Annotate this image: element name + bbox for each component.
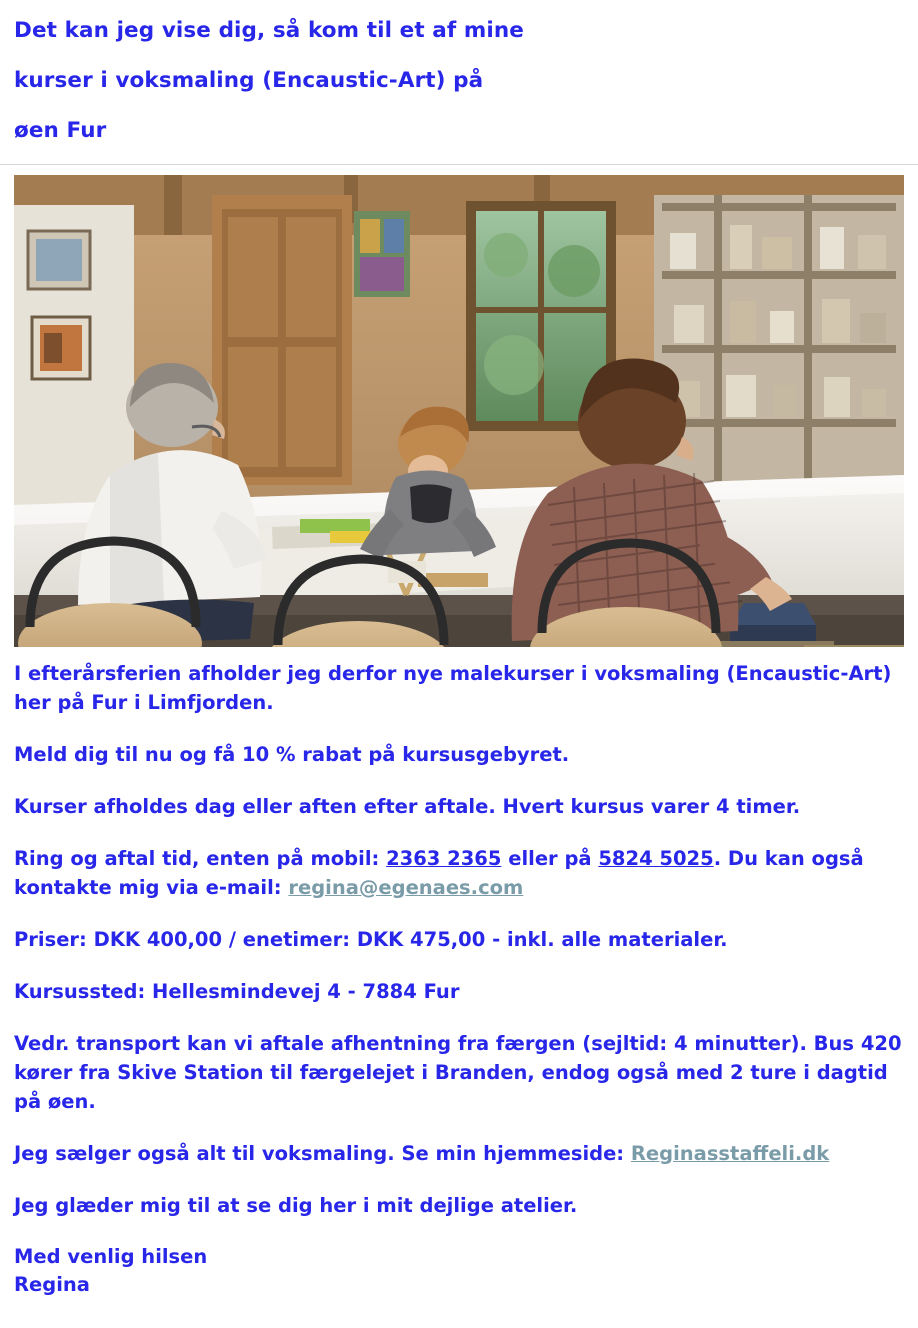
email-link[interactable]: regina@egenaes.com [288,876,524,899]
signature-greeting: Med venlig hilsen [14,1245,208,1268]
contact-text-2: eller på [501,847,599,870]
heading-divider [0,164,918,165]
paragraph-schedule: Kurser afholdes dag eller aften efter aftale. Hvert kursus varer 4 timer. [14,795,801,818]
body-text [0,659,918,1299]
contact-text-1: Ring og aftal tid, enten på mobil: [14,847,387,870]
heading-block [0,0,918,156]
website-link[interactable]: Reginasstaffeli.dk [630,1142,830,1165]
signature-block [14,1243,904,1299]
paragraph-closing: Jeg glæder mig til at se dig her i mit dejlige atelier. [14,1194,578,1217]
workshop-photo [14,175,904,647]
signature-name: Regina [14,1273,90,1296]
photo-container [0,175,918,647]
paragraph-prices: Priser: DKK 400,00 / enetimer: DKK 475,00 - inkl. alle materialer. [14,928,728,951]
paragraph-webshop [14,1139,904,1168]
paragraph-transport: Vedr. transport kan vi aftale afhentning fra færgen (sejltid: 4 minutter). Bus 420 kører fra Skive Station til færgelejet i Branden, endog også med 2 ture i dagtid på øen. [14,1032,902,1113]
heading-line-3: øen Fur [14,118,107,143]
paragraph-intro: I efterårsferien afholder jeg derfor nye malekurser i voksmaling (Encaustic-Art) her på Fur i Limfjorden. [14,662,892,714]
mobile-phone-link[interactable]: 2363 2365 [386,847,502,870]
paragraph-discount: Meld dig til nu og få 10 % rabat på kursusgebyret. [14,743,570,766]
heading-line-2: kurser i voksmaling (Encaustic-Art) på [14,68,484,93]
webshop-text: Jeg sælger også alt til voksmaling. Se min hjemmeside: [14,1142,631,1165]
paragraph-location: Kursussted: Hellesmindevej 4 - 7884 Fur [14,980,460,1003]
heading-line-1: Det kan jeg vise dig, så kom til et af mine [14,18,524,43]
landline-phone-link[interactable]: 5824 5025 [598,847,714,870]
contact-text-3: . Du kan også kontakte mig via e-mail: [14,847,864,899]
paragraph-contact [14,844,904,902]
